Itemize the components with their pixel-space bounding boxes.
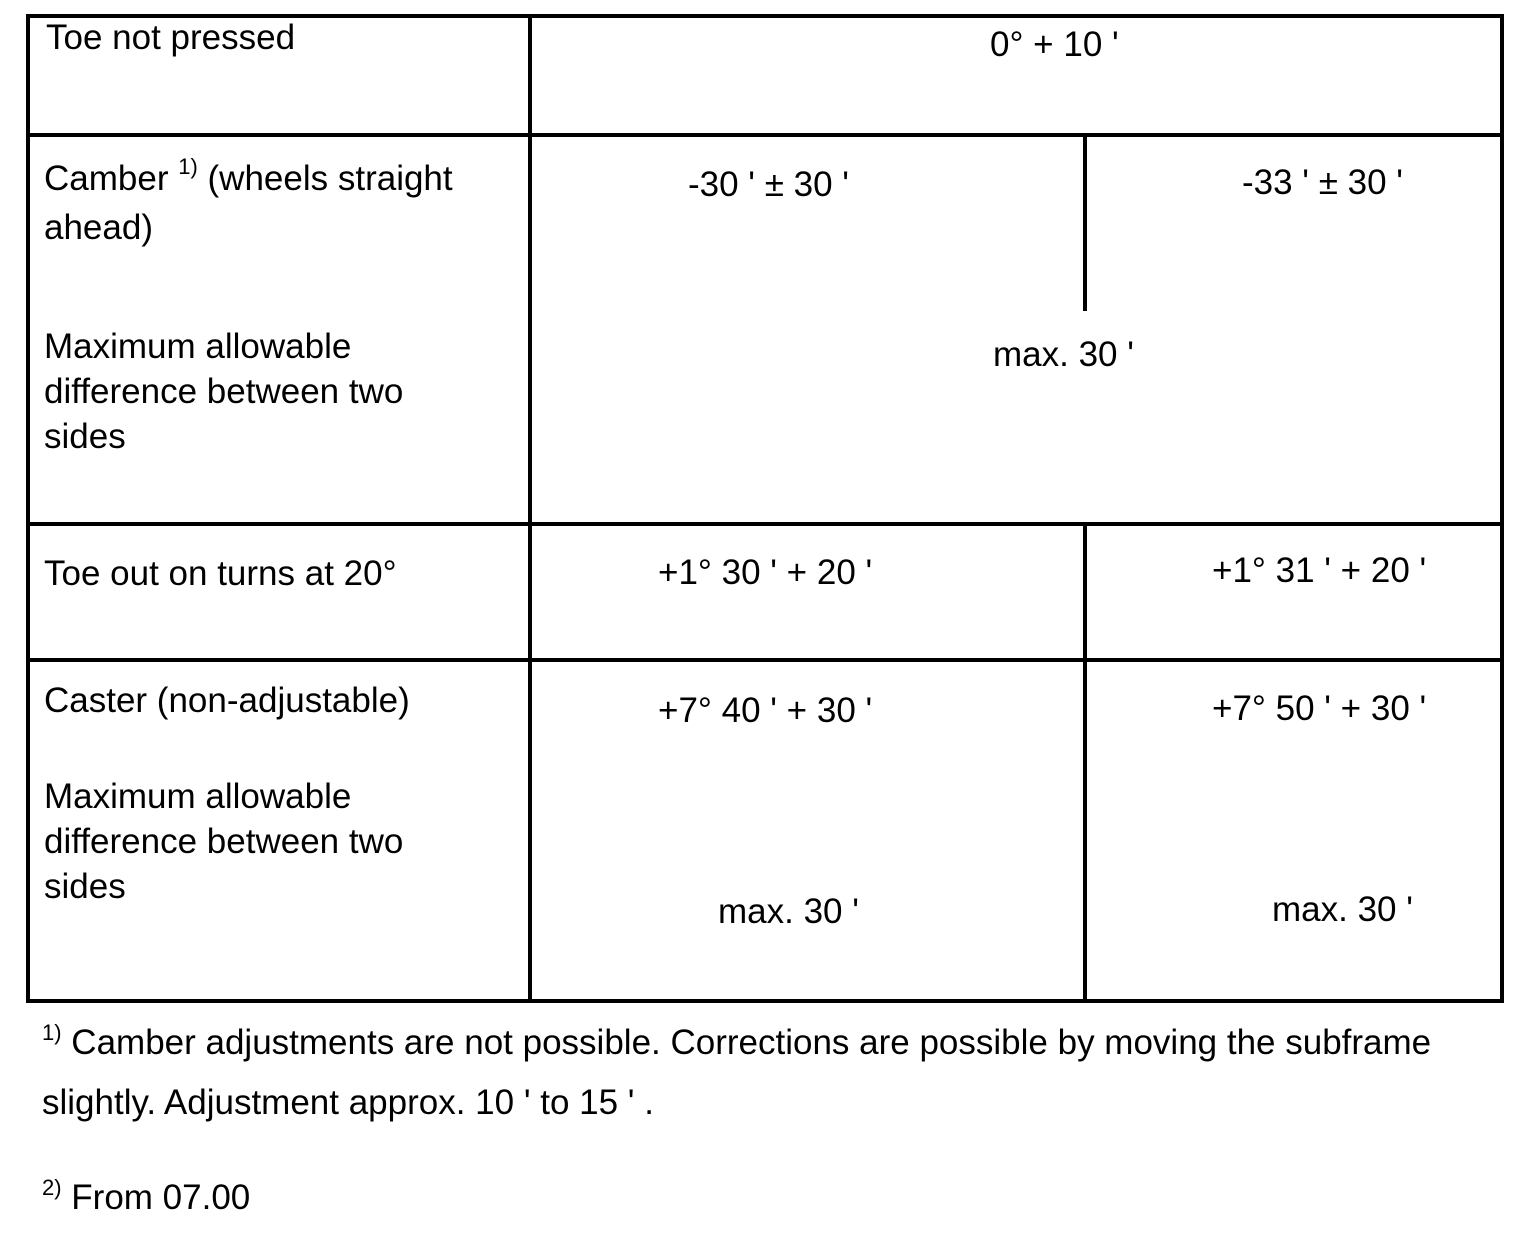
table-border-bottom [26, 999, 1504, 1003]
toe-out-label: Toe out on turns at 20° [44, 554, 397, 593]
camber-left-value: -30 ' ± 30 ' [688, 165, 849, 204]
camber-label [44, 156, 514, 250]
table-border-left [26, 14, 30, 1003]
toe-value: 0° + 10 ' [990, 25, 1119, 64]
caster-diff-right-value: max. 30 ' [1272, 890, 1413, 929]
toe-label: Toe not pressed [46, 18, 296, 57]
camber-diff-value: max. 30 ' [993, 335, 1134, 374]
caster-left-value: +7° 40 ' + 30 ' [658, 691, 873, 730]
footnote-1 [42, 1015, 1522, 1131]
table-column-divider [528, 14, 532, 1003]
camber-label-rest: (wheels straight ahead) [44, 159, 453, 247]
camber-label-main: Camber [44, 159, 169, 198]
camber-diff-label: Maximum allowable difference between two sides [44, 327, 404, 456]
footnote-2-text: From 07.00 [71, 1178, 251, 1217]
table-row-divider-2 [26, 522, 1504, 526]
camber-footnote-marker: 1) [178, 154, 198, 179]
footnote-2-marker: 2) [42, 1175, 62, 1200]
caster-diff-label: Maximum allowable difference between two sides [44, 777, 404, 906]
camber-split-divider [1083, 133, 1087, 311]
lower-split-divider [1083, 522, 1087, 1003]
table-border-right [1500, 14, 1504, 1003]
caster-right-value: +7° 50 ' + 30 ' [1212, 689, 1427, 728]
table-row-divider-1 [26, 133, 1504, 137]
toe-out-right-value: +1° 31 ' + 20 ' [1212, 551, 1427, 590]
caster-diff-left-value: max. 30 ' [718, 892, 859, 931]
footnote-1-text: Camber adjustments are not possible. Corrections are possible by moving the subframe slightly. Adjustment approx. 10 ' to 15 ' . [42, 1023, 1432, 1122]
footnote-1-marker: 1) [42, 1020, 62, 1045]
toe-out-left-value: +1° 30 ' + 20 ' [658, 553, 873, 592]
footnote-2 [42, 1170, 842, 1230]
caster-label: Caster (non-adjustable) [44, 681, 410, 720]
camber-right-value: -33 ' ± 30 ' [1242, 163, 1403, 202]
table-row-divider-3 [26, 658, 1504, 662]
